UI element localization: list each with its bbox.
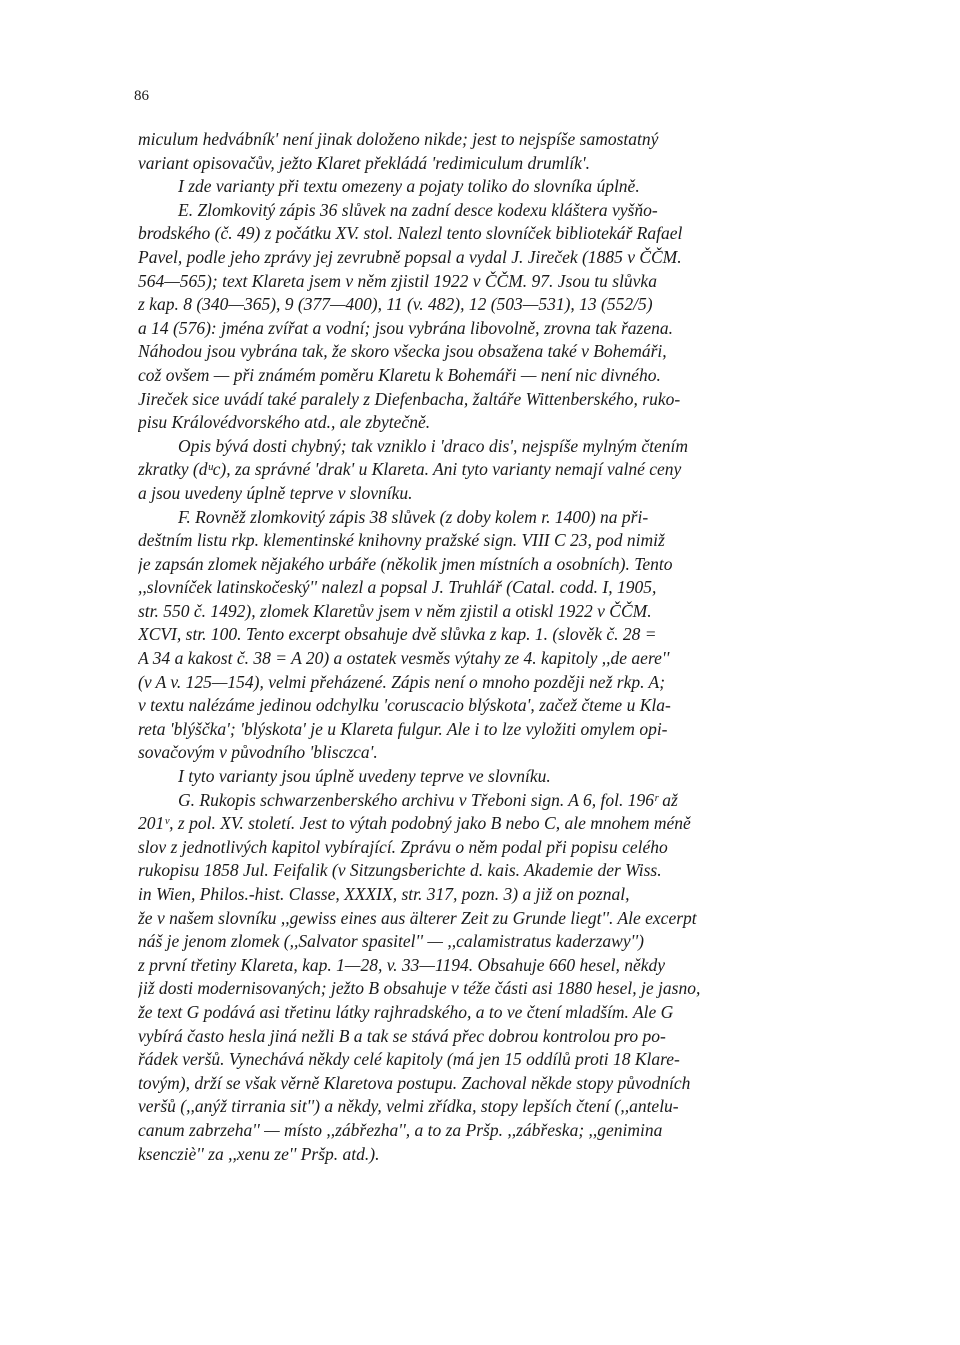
text-line: I zde varianty při textu omezeny a pojaty toliko do slovníka úplně. <box>178 176 640 197</box>
text-line: a 14 (576): jména zvířat a vodní; jsou vybrána libovolně, zrovna tak řazena. <box>138 317 673 338</box>
text-line: 564—565); text Klareta jsem v něm zjistil 1922 v ČČM. 97. Jsou tu slůvka <box>138 270 657 291</box>
body-text <box>138 128 824 1166</box>
text-line: Opis bývá dosti chybný; tak vzniklo i 'draco dis', nejspíše mylným čtením <box>178 435 689 456</box>
text-line: že text G podává asi třetinu látky rajhradského, a to ve čtení mladším. Ale G <box>138 1001 674 1022</box>
text-line: ,,slovníček latinskočeský'' nalezl a popsal J. Truhlář (Catal. codd. I, 1905, <box>138 577 657 598</box>
text-line: Jireček sice uvádí také paralely z Diefenbacha, žaltáře Wittenberského, ruko- <box>138 388 681 409</box>
text-line: veršů (,,anýž tirrania sit'') a někdy, velmi zřídka, stopy lepších čtení (,,antelu- <box>138 1096 679 1117</box>
text-line: variant opisovačův, ježto Klaret překládá 'redimiculum drumlík'. <box>138 152 591 173</box>
text-line: a jsou uvedeny úplně teprve v slovníku. <box>138 482 413 503</box>
text-line: slov z jednotlivých kapitol vybírající. Zprávu o něm podal při popisu celého <box>138 836 668 857</box>
text-line: již dosti modernisovaných; ježto B obsahuje v téže části asi 1880 hesel, je jasno, <box>138 978 701 999</box>
text-line: je zapsán zlomek nějakého urbáře (několik jmen místních a osobních). Tento <box>138 553 673 574</box>
page-number: 86 <box>134 88 149 104</box>
text-line: Náhodou jsou vybrána tak, že skoro všecka jsou obsažena také v Bohemáři, <box>138 341 667 362</box>
text-line: brodského (č. 49) z počátku XV. stol. Nalezl tento slovníček bibliotekář Rafael <box>138 223 683 244</box>
text-line: reta 'blýščka'; 'blýskota' je u Klareta fulgur. Ale i to lze vyložiti omylem opi- <box>138 718 668 739</box>
text-line: řádek veršů. Vynechává někdy celé kapitoly (má jen 15 oddílů proti 18 Klare- <box>138 1049 680 1070</box>
section-heading-line: F. Rovněž zlomkovitý zápis 38 slůvek (z doby kolem r. 1400) na při- <box>178 506 649 527</box>
section-heading-line: E. Zlomkovitý zápis 36 slůvek na zadní desce kodexu kláštera vyšňo- <box>178 199 658 220</box>
text-line: rukopisu 1858 Jul. Feifalik (v Sitzungsberichte d. kais. Akademie der Wiss. <box>138 860 662 881</box>
text-line: ksencziè'' za ,,xenu ze'' Pršp. atd.). <box>138 1143 380 1164</box>
text-line: str. 550 č. 1492), zlomek Klaretův jsem v něm zjistil a otiskl 1922 v ČČM. <box>138 600 652 621</box>
text-line: in Wien, Philos.-hist. Classe, XXXIX, str. 317, pozn. 3) a již on poznal, <box>138 884 630 904</box>
text-line: vybírá často hesla jiná nežli B a tak se stává přec dobrou kontrolou pro po- <box>138 1025 666 1046</box>
text-line: což ovšem — při známém poměru Klaretu k Bohemáři — není nic divného. <box>138 364 661 385</box>
text-line: z kap. 8 (340—365), 9 (377—400), 11 (v. 482), 12 (503—531), 13 (552/5) <box>138 294 653 315</box>
text-line: sovačovým v původního 'blisczca'. <box>138 742 378 763</box>
text-line: miculum hedvábník' není jinak doloženo nikde; jest to nejspíše samostatný <box>138 129 659 149</box>
text-line: že v našem slovníku ,,gewiss eines aus älterer Zeit zu Grunde liegt''. Ale excerpt <box>138 907 697 928</box>
text-line: I tyto varianty jsou úplně uvedeny teprve ve slovníku. <box>178 766 551 787</box>
text-line: deštním listu rkp. klementinské knihovny pražské sign. VIII C 23, pod nimiž <box>138 530 665 551</box>
text-line: (v A v. 125—154), velmi přeházené. Zápis není o mnoho později než rkp. A; <box>138 671 666 692</box>
text-line: v textu nalézáme jedinou odchylku 'coruscacio blýskota', začež čteme u Kla- <box>138 695 671 716</box>
text-line: A 34 a kakost č. 38 = A 20) a ostatek vesměs výtahy ze 4. kapitoly ,,de aere'' <box>138 648 670 669</box>
text-line: canum zabrzeha'' — místo ,,zábřezha'', a to za Pršp. ,,zábřeska; ,,genimina <box>138 1119 663 1140</box>
section-heading-line: G. Rukopis schwarzenberského archivu v Třeboni sign. A 6, fol. 196ʳ až <box>178 789 678 810</box>
text-line: 201ᵛ, z pol. XV. století. Jest to výtah podobný jako B nebo C, ale mnohem méně <box>138 813 691 834</box>
text-line: tovým), drží se však věrně Klaretova postupu. Zachoval někde stopy původních <box>138 1072 691 1093</box>
text-line: pisu Královédvorského atd., ale zbytečně. <box>138 412 431 433</box>
text-line: z první třetiny Klareta, kap. 1—28, v. 33—1194. Obsahuje 660 hesel, někdy <box>138 954 666 975</box>
text-line: zkratky (dᵘc), za správné 'drak' u Klareta. Ani tyto varianty nemají valné ceny <box>138 459 682 480</box>
text-line: Pavel, podle jeho zprávy jej zevrubně popsal a vydal J. Jireček (1885 v ČČM. <box>138 246 682 267</box>
text-line: náš je jenom zlomek (,,Salvator spasitel'' — ,,calamistratus kaderzawy'') <box>138 931 644 952</box>
text-line: XCVI, str. 100. Tento excerpt obsahuje dvě slůvka z kap. 1. (slověk č. 28 = <box>138 624 657 645</box>
